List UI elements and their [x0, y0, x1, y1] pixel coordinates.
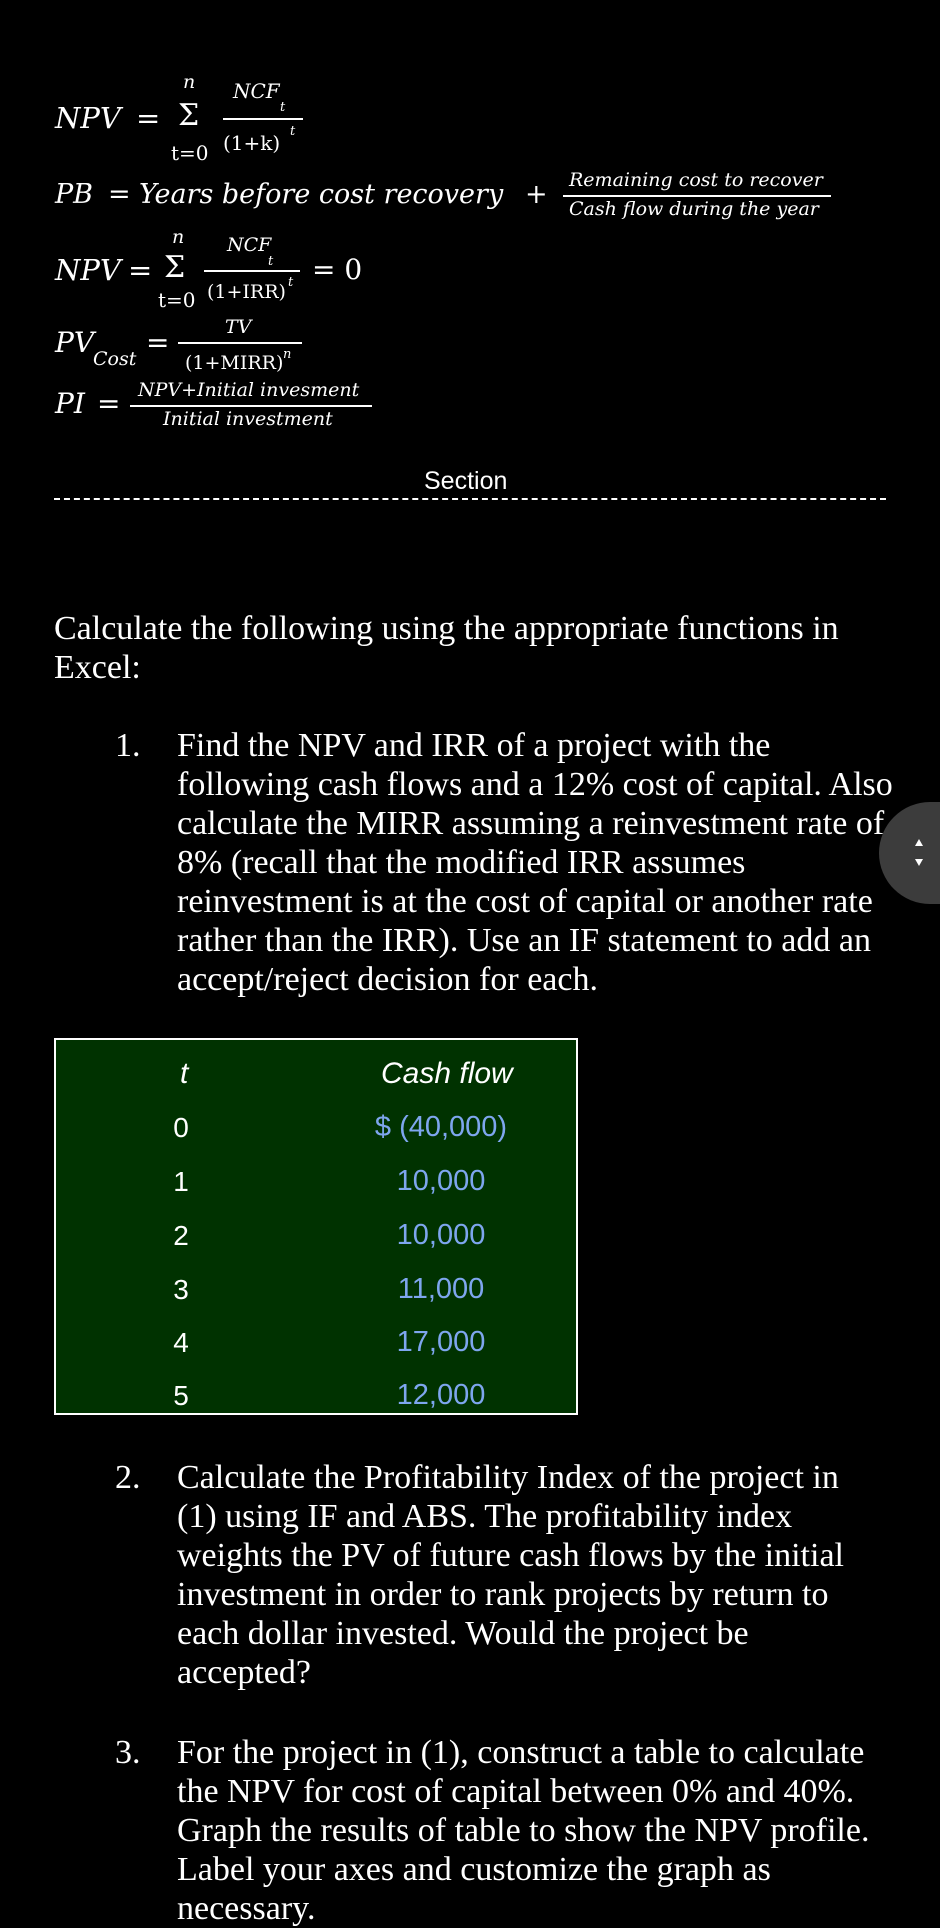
section-break-line	[54, 498, 886, 500]
period-cell: 0	[173, 1112, 189, 1143]
pb-plus: +	[525, 179, 548, 210]
question-text: For the project in (1), construct a table to calculate the NPV for cost of capital between 0% and 40%. Graph the results of table to show the NPV profile. Label your axes and customize the graph as necessary.	[177, 1734, 870, 1927]
question-number: 3.	[115, 1734, 141, 1771]
irr-sum-upper: n	[172, 226, 185, 248]
irr-numerator: NCF	[227, 234, 272, 256]
irr-denominator: (1+IRR)	[207, 281, 286, 303]
mirr-numerator: TV	[225, 316, 252, 338]
section-label: Section	[424, 467, 508, 495]
irr-numerator-sub: t	[268, 254, 274, 269]
npv-sigma: Σ	[178, 98, 200, 133]
irr-equals: =	[128, 253, 153, 287]
npv-denominator-sup: t	[290, 124, 296, 139]
triangle-down-icon[interactable]	[915, 859, 923, 866]
column-header-t: t	[180, 1057, 189, 1090]
scroll-nav-widget[interactable]	[879, 802, 940, 904]
question-number: 2.	[115, 1459, 141, 1496]
irr-sum-lower: t=0	[158, 288, 196, 312]
irr-denominator-sup: t	[288, 275, 294, 290]
question-text: Find the NPV and IRR of a project with the following cash flows and a 12% cost of capital. Also calculate the MIRR assuming a reinvestment rate of 8% (recall that the modified IRR assumes reinvestment is at the cost of capital or another rate rather than the IRR). Use an IF statement to add an accept/reject decision for each.	[177, 727, 893, 998]
pb-numerator: Remaining cost to recover	[569, 169, 823, 191]
npv-numerator: NCF	[233, 79, 280, 103]
period-cell: 1	[173, 1166, 189, 1197]
mirr-equals: =	[146, 326, 170, 359]
mirr-denominator: (1+MIRR)	[185, 352, 284, 374]
period-cell: 2	[173, 1220, 189, 1251]
npv-numerator-sub: t	[280, 100, 286, 115]
period-cell: 4	[173, 1327, 189, 1358]
question-text: Calculate the Profitability Index of the project in (1) using IF and ABS. The profitability index weights the PV of future cash flows by the initial investment in order to rank projects by return to each dollar invested. Would the project be accepted?	[177, 1459, 844, 1691]
pb-fraction-bar	[563, 195, 831, 197]
irr-lhs: NPV	[55, 253, 121, 287]
cash-flow-table	[54, 1038, 578, 1415]
npv-equals: =	[136, 101, 161, 135]
pi-numerator: NPV+Initial invesment	[138, 379, 360, 401]
question-number: 1.	[115, 727, 141, 764]
cash-flow-cell: $ (40,000)	[374, 1111, 508, 1143]
intro-paragraph: Calculate the following using the appropriate functions in Excel:	[54, 610, 839, 686]
pb-lhs: PB	[55, 179, 94, 210]
mirr-fraction-bar	[178, 342, 302, 344]
mirr-lhs-sub: Cost	[93, 348, 137, 370]
period-cell: 5	[173, 1380, 189, 1411]
pi-equals: =	[97, 387, 121, 420]
period-cell: 3	[173, 1274, 189, 1305]
cash-flow-cell: 10,000	[396, 1219, 486, 1251]
pb-text: Years before cost recovery	[139, 179, 504, 210]
npv-sum-upper: n	[183, 71, 196, 93]
irr-sigma: Σ	[164, 250, 186, 285]
pi-fraction-bar	[130, 405, 372, 407]
npv-fraction-bar	[223, 118, 303, 120]
pb-denominator: Cash flow during the year	[569, 198, 819, 220]
irr-rhs: = 0	[312, 253, 363, 286]
cash-flow-cell: 17,000	[396, 1326, 486, 1358]
npv-denominator: (1+k)	[223, 131, 281, 155]
triangle-up-icon[interactable]	[915, 839, 923, 846]
pi-denominator: Initial investment	[163, 408, 333, 430]
mirr-denominator-sup: n	[283, 347, 292, 362]
pb-equals: =	[108, 179, 131, 210]
cash-flow-cell: 10,000	[396, 1165, 486, 1197]
npv-sum-lower: t=0	[171, 141, 209, 165]
mirr-lhs: PV	[55, 326, 95, 359]
cash-flow-cell: 11,000	[397, 1273, 485, 1305]
pi-lhs: PI	[55, 387, 85, 420]
irr-fraction-bar	[204, 270, 300, 272]
column-header-cash-flow: Cash flow	[381, 1057, 513, 1090]
npv-lhs: NPV	[55, 101, 121, 135]
cash-flow-cell: 12,000	[396, 1379, 486, 1411]
